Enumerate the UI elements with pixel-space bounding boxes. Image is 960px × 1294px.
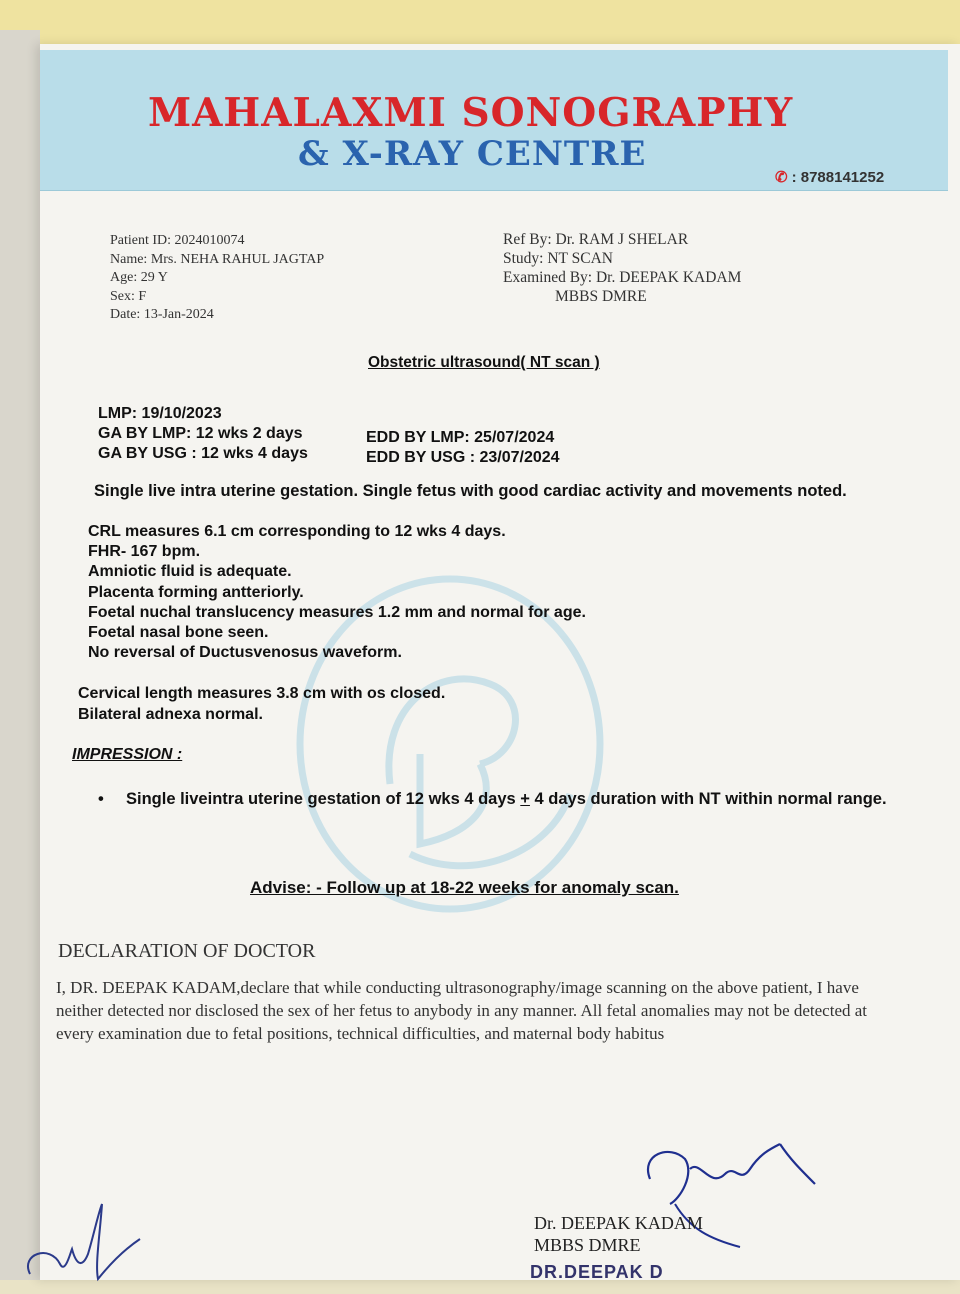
impression-title: IMPRESSION : [72, 746, 183, 763]
bullet-icon: • [98, 790, 104, 808]
lmp: LMP: 19/10/2023 [98, 405, 222, 422]
phone-icon: ✆ [775, 169, 788, 186]
examiner-qualification: MBBS DMRE [555, 288, 647, 305]
main-finding: Single live intra uterine gestation. Single fetus with good cardiac activity and movements noted. [94, 482, 847, 500]
referred-by: Ref By: Dr. RAM J SHELAR [503, 231, 689, 248]
doctor-stamp: DR.DEEPAK D [530, 1262, 664, 1282]
clinic-name: MAHALAXMI SONOGRAPHY [148, 90, 794, 136]
findings-list-secondary [78, 684, 445, 725]
patient-info [110, 232, 324, 325]
finding-line: Foetal nuchal translucency measures 1.2 mm and normal for age. [88, 603, 586, 621]
clinic-subtitle: & X-RAY CENTRE [298, 134, 647, 174]
gestation-dates [98, 404, 308, 464]
study-type: Study: NT SCAN [503, 250, 613, 267]
doctor-qualification: MBBS DMRE [534, 1235, 641, 1255]
declaration-title: DECLARATION OF DOCTOR [58, 940, 316, 962]
letterhead [40, 50, 948, 191]
ga-by-lmp: GA BY LMP: 12 wks 2 days [98, 425, 303, 442]
patient-id: Patient ID: 2024010074 [110, 233, 245, 248]
finding-line: Amniotic fluid is adequate. [88, 563, 292, 581]
impression-part: Single liveintra uterine gestation of 12 wks 4 days [126, 790, 521, 808]
finding-line: Placenta forming antteriorly. [88, 583, 304, 601]
report-title: Obstetric ultrasound( NT scan ) [368, 354, 600, 371]
examined-by: Examined By: Dr. DEEPAK KADAM [503, 269, 742, 286]
impression-part: 4 days duration with NT within normal range. [529, 790, 887, 808]
finding-line: No reversal of Ductusvenosus waveform. [88, 644, 402, 662]
ga-by-usg: GA BY USG : 12 wks 4 days [98, 445, 308, 462]
patient-sex: Sex: F [110, 288, 147, 304]
findings-list [88, 522, 586, 663]
advise-text: Advise: - Follow up at 18-22 weeks for anomaly scan. [250, 878, 679, 897]
report-page [40, 44, 960, 1280]
underlying-page-edge [0, 30, 40, 1280]
doctor-signature-block [534, 1212, 703, 1256]
finding-line: Foetal nasal bone seen. [88, 624, 269, 642]
clinic-phone [775, 168, 884, 186]
edd-by-usg: EDD BY USG : 23/07/2024 [366, 449, 560, 466]
declaration-text: I, DR. DEEPAK KADAM,declare that while conducting ultrasonography/image scanning on the above patient, I have neither detected nor disclosed the sex of her fetus to anybody in any manner. All fetal anomalies may not be detected at every examination due to fetal positions, technical difficulties, and maternal body habitus [56, 978, 868, 1043]
edd-dates [366, 428, 560, 468]
edd-by-lmp: EDD BY LMP: 25/07/2024 [366, 429, 555, 446]
doctor-name: Dr. DEEPAK KADAM [534, 1213, 703, 1233]
phone-number: : 8788141252 [791, 169, 885, 186]
report-date: Date: 13-Jan-2024 [110, 307, 214, 322]
finding-line: CRL measures 6.1 cm corresponding to 12 wks 4 days. [88, 523, 506, 540]
patient-name: Name: Mrs. NEHA RAHUL JAGTAP [110, 251, 325, 267]
finding-line: Cervical length measures 3.8 cm with os closed. [78, 685, 446, 702]
plus-minus: + [520, 790, 530, 808]
background-desk [0, 0, 960, 48]
left-signature-icon [10, 1194, 160, 1294]
referral-info [503, 230, 741, 306]
patient-age: Age: 29 Y [110, 270, 168, 285]
impression-text [98, 790, 916, 809]
finding-line: FHR- 167 bpm. [88, 543, 201, 561]
finding-line: Bilateral adnexa normal. [78, 705, 263, 723]
